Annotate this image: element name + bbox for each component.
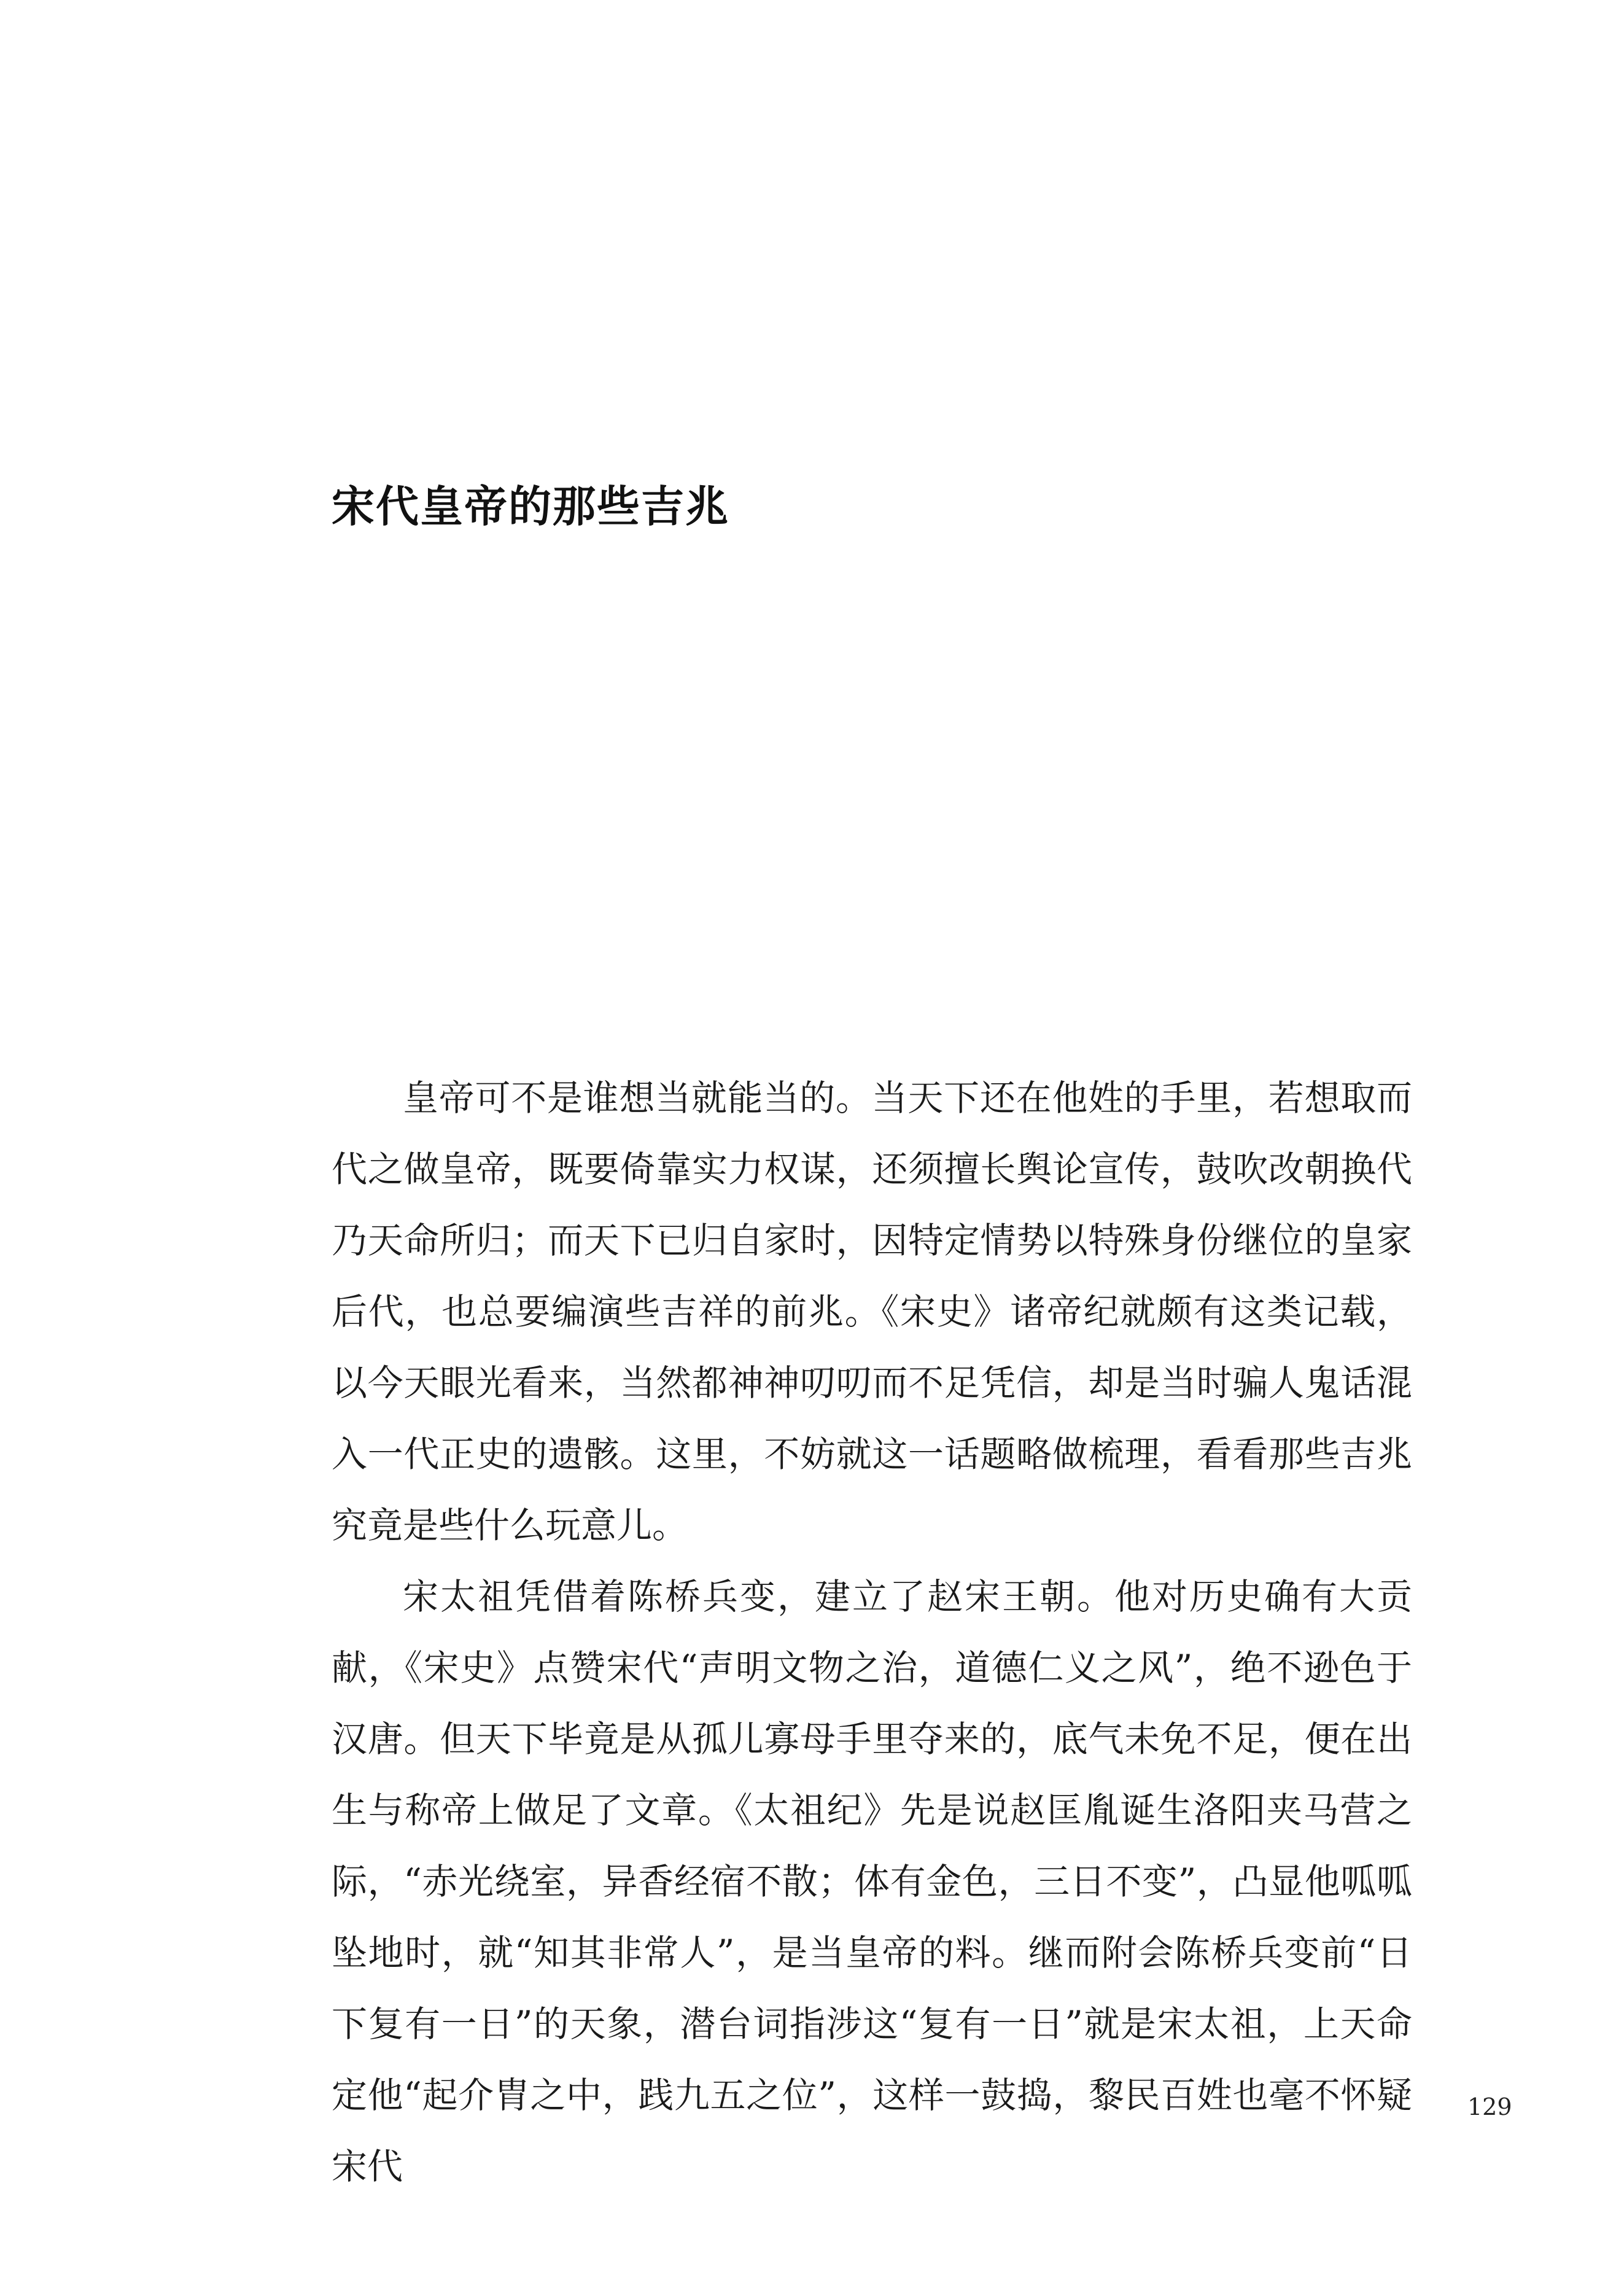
paragraph-1: 皇帝可不是谁想当就能当的。当天下还在他姓的手里，若想取而代之做皇帝，既要倚靠实力权谋，还须擅长舆论宣传，鼓吹改朝换代乃天命所归；而天下已归自家时，因特定情势以特殊身份继位的皇家后代，也总要编演些吉祥的前兆。《宋史》诸帝纪就颇有这类记载，以今天眼光看来，当然都神神叨叨而不足凭信，却是当时骗人鬼话混入一代正史的遗骸。这里，不妨就这一话题略做梳理，看看那些吉兆究竟是些什么玩意儿。 xyxy=(332,1077,1412,1546)
page-number: 129 xyxy=(1467,2093,1512,2120)
paragraph-2: 宋太祖凭借着陈桥兵变，建立了赵宋王朝。他对历史确有大贡献，《宋史》点赞宋代“声明文物之治，道德仁义之风”，绝不逊色于汉唐。但天下毕竟是从孤儿寡母手里夺来的，底气未免不足，便在出生与称帝上做足了文章。《太祖纪》先是说赵匡胤诞生洛阳夹马营之际，“赤光绕室，异香经宿不散；体有金色，三日不变”，凸显他呱呱坠地时，就“知其非常人”，是当皇帝的料。继而附会陈桥兵变前“日下复有一日”的天象，潜台词指涉这“复有一日”就是宋太祖，上天命定他“起介胄之中，践九五之位”，这样一鼓捣，黎民百姓也毫不怀疑宋代 xyxy=(332,1576,1412,2187)
chapter-title: 宋代皇帝的那些吉兆 xyxy=(332,481,729,532)
body-text xyxy=(332,1062,1412,2202)
